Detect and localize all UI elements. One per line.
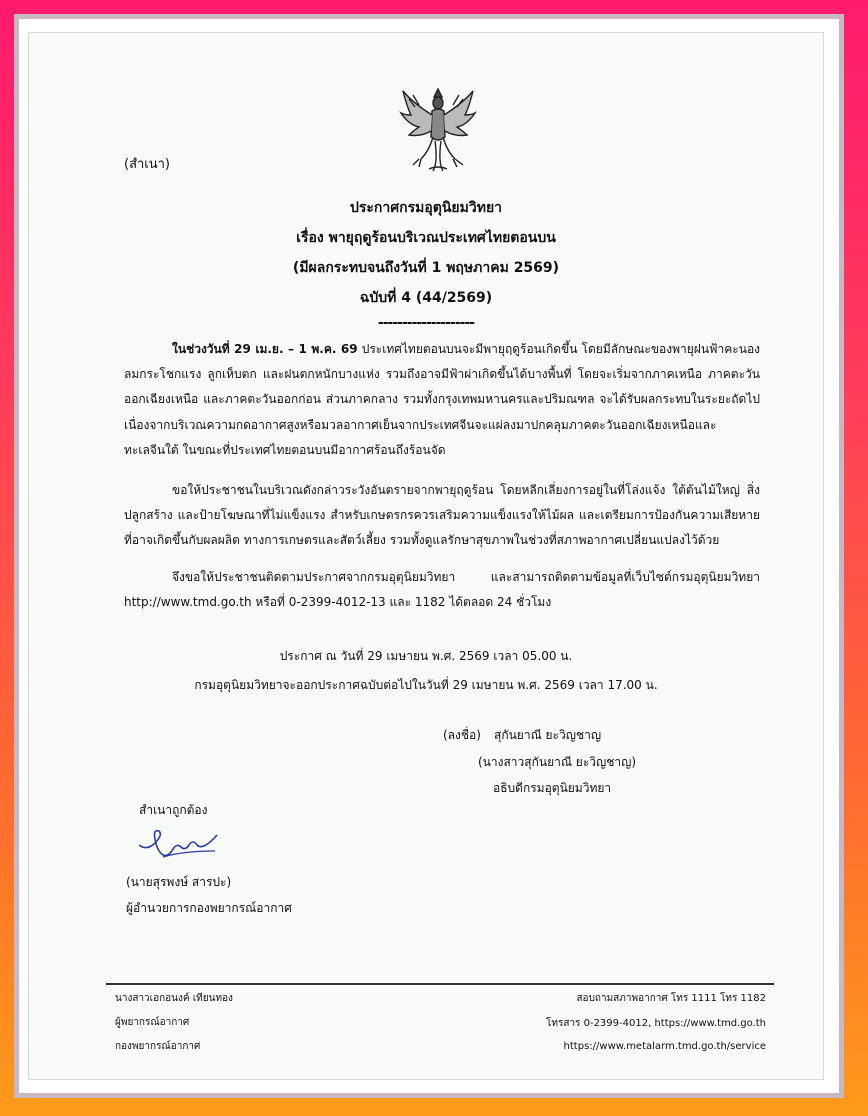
footer-forecaster-role: ผู้พยากรณ์อากาศ [115, 1017, 190, 1028]
signer-signature-text: สุกันยาณี ยะวิญชาญ [494, 728, 602, 742]
issue-number: ฉบับที่ 4 (44/2569) [359, 290, 493, 306]
footer-forecaster-name: นางสาวเอกอนงค์ เทียนทอง [115, 993, 233, 1004]
certified-copy-label: สำเนาถูกต้อง [139, 803, 208, 817]
contact-text: จึงขอให้ประชาชนติดตามประกาศจากกรมอุตุนิยมวิทยา และสามารถติดตามข้อมูลที่เว็บไซต์กรมอุตุนิยมวิทยา http://www.tmd.go.th หรือที่ 0-2399-4012-13 และ 1182 ได้ตลอด 24 ชั่วโมง [124, 570, 760, 610]
separator-line: -------------------- [377, 315, 475, 331]
announcement-title: ประกาศกรมอุตุนิยมวิทยา [349, 200, 503, 216]
paragraph-contact [124, 565, 760, 615]
copy-label: (สำเนา) [124, 157, 171, 172]
inner-frame [19, 19, 839, 1093]
paragraph-forecast [124, 337, 760, 463]
advice-text: ขอให้ประชาชนในบริเวณดังกล่าวระวังอันตรายจากพายุฤดูร้อน โดยหลีกเลี่ยงการอยู่ในที่โล่งแจ้ง ใต้ต้นไม้ใหญ่ สิ่งปลูกสร้าง และป้ายโฆษณาที่ไม่แข็งแรง สำหรับเกษตรกรควรเสริมความแข็งแรงให้ไม้ผล และเตรียมการป้องกันความเสียหายที่อาจเกิดขึ้นกับผลผลิต ทางการเกษตรและสัตว์เลี้ยง รวมทั้งดูแลรักษาสุขภาพในช่วงที่สภาพอากาศเปลี่ยนแปลงไว้ด้วย [124, 483, 760, 548]
footer-service-link[interactable]: https://www.metalarm.tmd.go.th/service [563, 1041, 766, 1052]
signer-full-name: (นางสาวสุกันยาณี ยะวิญชาญ) [478, 755, 637, 769]
footer-divider [106, 983, 774, 985]
paragraph-advice [124, 478, 760, 554]
effect-period: (มีผลกระทบจนถึงวันที่ 1 พฤษภาคม 2569) [292, 260, 560, 276]
outer-frame [14, 14, 844, 1098]
announcement-page [28, 32, 824, 1080]
garuda-emblem-icon [399, 85, 477, 173]
footer-phone: สอบถามสภาพอากาศ โทร 1111 โทร 1182 [576, 993, 766, 1004]
announcement-subject: เรื่อง พายุฤดูร้อนบริเวณประเทศไทยตอนบน [296, 230, 556, 246]
signer-position: อธิบดีกรมอุตุนิยมวิทยา [493, 781, 612, 795]
next-announcement: กรมอุตุนิยมวิทยาจะออกประกาศฉบับต่อไปในวันที่ 29 เมษายน พ.ศ. 2569 เวลา 17.00 น. [194, 678, 658, 692]
footer-fax-website: โทรสาร 0-2399-4012, https://www.tmd.go.th [546, 1018, 766, 1029]
forecast-period: ในช่วงวันที่ 29 เม.ย. – 1 พ.ค. 69 [172, 342, 358, 356]
sign-label: (ลงชื่อ) [443, 728, 481, 742]
forecast-text: ประเทศไทยตอนบนจะมีพายุฤดูร้อนเกิดขึ้น โดยมีลักษณะของพายุฝนฟ้าคะนอง ลมกระโชกแรง ลูกเห็บตก และฝนตกหนักบางแห่ง รวมถึงอาจมีฟ้าผ่าเกิดขึ้นได้บางพื้นที่ โดยจะเริ่มจากภาคเหนือ ภาคตะวันออกเฉียงเหนือ และภาคตะวันออกก่อน ส่วนภาคกลาง รวมทั้งกรุงเทพมหานครและปริมณฑล จะได้รับผลกระทบในระยะถัดไป เนื่องจากบริเวณความกดอากาศสูงหรือมวลอากาศเย็นจากประเทศจีนจะแผ่ลงมาปกคลุมภาคตะวันออกเฉียงเหนือและทะเลจีนใต้ ในขณะที่ประเทศไทยตอนบนมีอากาศร้อนถึงร้อนจัด [124, 342, 761, 457]
certifier-name: (นายสุรพงษ์ สารปะ) [126, 875, 232, 889]
footer-division: กองพยากรณ์อากาศ [115, 1041, 201, 1052]
certifier-title: ผู้อำนวยการกองพยากรณ์อากาศ [126, 901, 292, 915]
handwritten-signature-icon [133, 821, 223, 863]
announce-date: ประกาศ ณ วันที่ 29 เมษายน พ.ศ. 2569 เวลา 05.00 น. [279, 649, 573, 663]
